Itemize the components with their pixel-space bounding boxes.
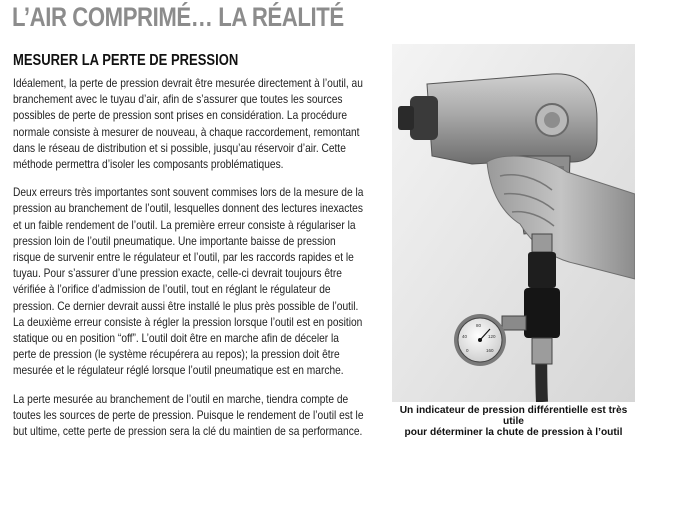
figure-caption [392,405,635,438]
section-title: MESURER LA PERTE DE PRESSION [13,52,239,69]
pressure-gauge [454,314,506,366]
figure-photo [392,44,635,402]
paragraph-3: La perte mesurée au branchement de l’outil en marche, tiendra compte de toutes les sources de perte de pression. Puisque le rendement de l’outil est le but ultime, cette perte de pression sera la clé du maintien de sa performance. [13,392,364,439]
caption-line-2: pour déterminer la chute de pression à l’outil [404,427,623,438]
impact-wrench-body [427,74,597,164]
page-header-title: L’AIR COMPRIMÉ… LA RÉALITÉ [12,2,344,32]
caption-line-1: Un indicateur de pression différentielle est très utile [399,405,628,427]
article-body [13,76,373,452]
gauge-tick-label: 80 [476,323,482,328]
gauge-tick-label: 40 [462,334,468,339]
paragraph-2: Deux erreurs très importantes sont souvent commises lors de la mesure de la pression au branchement de l’outil, lesquelles donnent des lectures inexactes et un faible rendement de l’outil. La première erreur consiste à régulariser la pression loin de l’outil pneumatique. Une importante baisse de pression risque de survenir entre le régulateur et l’outil, par les raccords rapides et le tuyau. Pour s’assurer d’une pression exacte, celle-ci devrait toujours être vérifiée à l’orifice d’admission de l’outil, tout en réglant le régulateur de pression. Ce dernier devrait aussi être installé le plus près possible de l’outil. La deuxième erreur consiste à régler la pression lorsque l’outil est en position statique ou en position “off”. L’outil doit être en marche afin de déceler la perte de pression (le système récupérera au repos); la pression doit être mesurée et le régulateur réglé lorsque l’outil pneumatique est en marche. [13,186,364,378]
paragraph-1: Idéalement, la perte de pression devrait être mesurée directement à l’outil, au branchement avec le tuyau d’air, afin de s’assurer que toutes les sources possibles de perte de pression sont prises en considération. La procédure normale consiste à mesurer de nouveau, à chaque raccordement, remontant dans le réseau de distribution et si possible, jusqu’au réservoir d’air. Cette méthode permettra d’isoler les composants problématiques. [13,77,363,172]
impact-wrench-with-gauge-illustration [392,44,635,402]
gauge-tick-label: 160 [486,348,494,353]
gauge-tick-label: 0 [466,348,469,353]
gauge-tick-label: 120 [488,334,496,339]
